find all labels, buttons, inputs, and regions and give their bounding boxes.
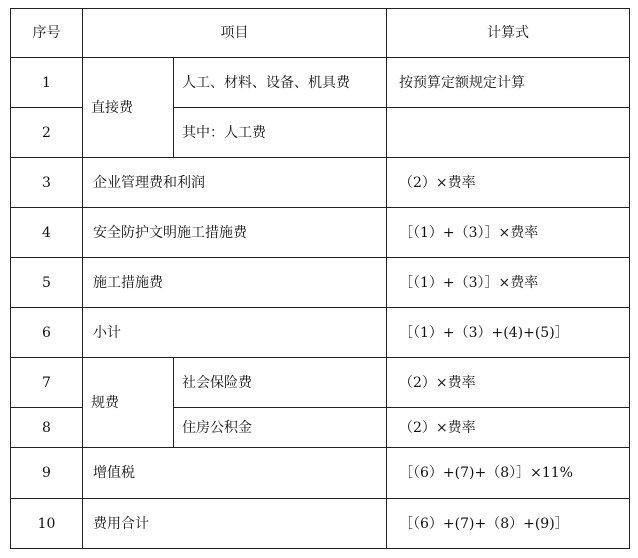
formula: （2）×费率 <box>387 158 630 208</box>
table-row <box>11 208 630 258</box>
item-label: 其中：人工费 <box>174 108 387 158</box>
table-row <box>11 158 630 208</box>
formula: ［（6）+(7)+（8）］×11% <box>387 448 630 499</box>
table-row <box>11 58 630 108</box>
row-number: 3 <box>11 158 83 208</box>
row-number: 1 <box>11 58 83 108</box>
item-label: 企业管理费和利润 <box>83 158 387 208</box>
table-row <box>11 499 630 549</box>
header-item: 项目 <box>83 9 387 58</box>
formula: （2）×费率 <box>387 358 630 408</box>
row-number: 9 <box>11 448 83 499</box>
row-number: 10 <box>11 499 83 549</box>
table-row <box>11 448 630 499</box>
item-label: 小计 <box>83 308 387 358</box>
item-label: 安全防护文明施工措施费 <box>83 208 387 258</box>
formula <box>387 108 630 158</box>
group-label-direct: 直接费 <box>83 58 174 158</box>
row-number: 5 <box>11 258 83 308</box>
row-number: 2 <box>11 108 83 158</box>
formula: 按预算定额规定计算 <box>387 58 630 108</box>
row-number: 8 <box>11 408 83 448</box>
fee-table <box>10 8 630 549</box>
table-row <box>11 258 630 308</box>
item-label: 社会保险费 <box>174 358 387 408</box>
item-label: 人工、材料、设备、机具费 <box>174 58 387 108</box>
group-label-regulatory: 规费 <box>83 358 174 448</box>
table-row <box>11 358 630 408</box>
formula: ［（1）+（3）］×费率 <box>387 258 630 308</box>
item-label: 费用合计 <box>83 499 387 549</box>
row-number: 7 <box>11 358 83 408</box>
header-row <box>11 9 630 58</box>
formula: （2）×费率 <box>387 408 630 448</box>
header-formula: 计算式 <box>387 9 630 58</box>
formula: ［（1）+（3）+(4)+(5)］ <box>387 308 630 358</box>
item-label: 施工措施费 <box>83 258 387 308</box>
row-number: 4 <box>11 208 83 258</box>
item-label: 增值税 <box>83 448 387 499</box>
header-no: 序号 <box>11 9 83 58</box>
table-row <box>11 308 630 358</box>
row-number: 6 <box>11 308 83 358</box>
formula: ［（6）+(7)+（8）+(9)］ <box>387 499 630 549</box>
formula: ［（1）+（3）］×费率 <box>387 208 630 258</box>
item-label: 住房公积金 <box>174 408 387 448</box>
